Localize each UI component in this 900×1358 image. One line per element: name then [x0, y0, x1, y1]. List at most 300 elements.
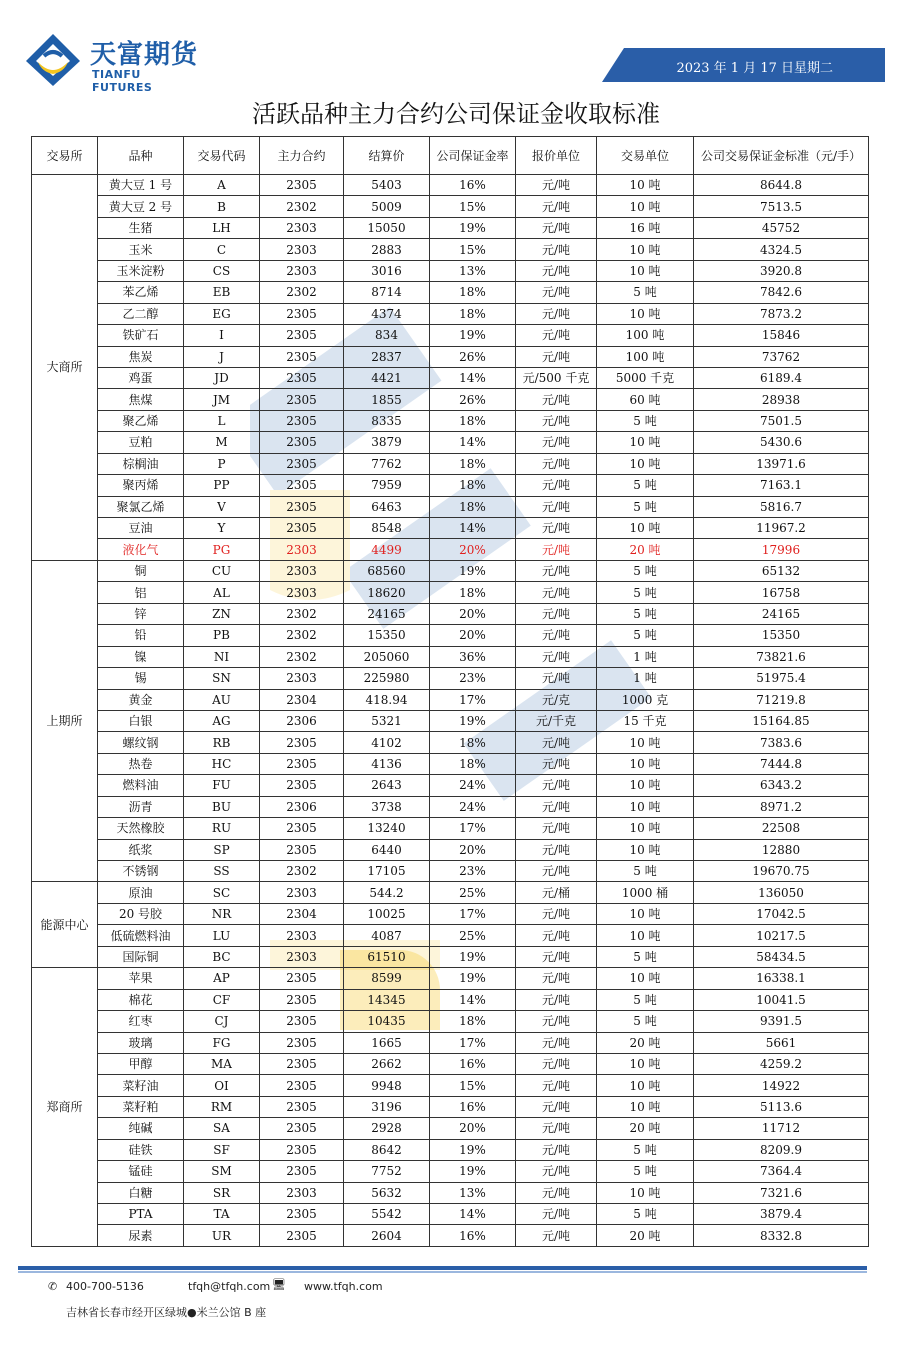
footer-divider [18, 1266, 867, 1270]
quote-unit-cell: 元/吨 [516, 539, 597, 560]
settle-price-cell: 14345 [344, 989, 430, 1010]
table-row [32, 1096, 869, 1117]
settle-price-cell: 4421 [344, 367, 430, 388]
margin-rate-cell: 13% [430, 260, 516, 281]
product-cell: 不锈钢 [98, 861, 184, 882]
trade-unit-cell: 5 吨 [597, 410, 694, 431]
product-cell: 菜籽粕 [98, 1096, 184, 1117]
margin-standard-cell: 45752 [694, 217, 869, 238]
product-cell: 铜 [98, 560, 184, 581]
contract-cell: 2305 [260, 1161, 344, 1182]
margin-rate-cell: 20% [430, 839, 516, 860]
brand-name-cn: 天富期货 [90, 40, 199, 70]
margin-rate-cell: 13% [430, 1182, 516, 1203]
margin-rate-cell: 25% [430, 925, 516, 946]
code-cell: EG [184, 303, 260, 324]
table-row [32, 518, 869, 539]
footer-email[interactable]: tfqh@tfqh.com [188, 1280, 271, 1293]
trade-unit-cell: 10 吨 [597, 432, 694, 453]
product-cell: 黄大豆 1 号 [98, 175, 184, 196]
contract-cell: 2303 [260, 668, 344, 689]
contract-cell: 2303 [260, 539, 344, 560]
quote-unit-cell: 元/500 千克 [516, 367, 597, 388]
margin-rate-cell: 19% [430, 710, 516, 731]
code-cell: RU [184, 818, 260, 839]
margin-standard-cell: 15846 [694, 325, 869, 346]
margin-standard-cell: 4259.2 [694, 1053, 869, 1074]
table-row [32, 646, 869, 667]
quote-unit-cell: 元/吨 [516, 1204, 597, 1225]
product-cell: 纸浆 [98, 839, 184, 860]
margin-rate-cell: 18% [430, 410, 516, 431]
trade-unit-cell: 10 吨 [597, 903, 694, 924]
product-cell: 低硫燃料油 [98, 925, 184, 946]
margin-rate-cell: 26% [430, 389, 516, 410]
code-cell: AU [184, 689, 260, 710]
trade-unit-cell: 1 吨 [597, 646, 694, 667]
settle-price-cell: 205060 [344, 646, 430, 667]
code-cell: I [184, 325, 260, 346]
quote-unit-cell: 元/吨 [516, 282, 597, 303]
trade-unit-cell: 10 吨 [597, 1075, 694, 1096]
trade-unit-cell: 5 吨 [597, 625, 694, 646]
code-cell: V [184, 496, 260, 517]
margin-standard-cell: 5430.6 [694, 432, 869, 453]
code-cell: AP [184, 968, 260, 989]
margin-rate-cell: 14% [430, 367, 516, 388]
settle-price-cell: 8642 [344, 1139, 430, 1160]
margin-standard-cell: 4324.5 [694, 239, 869, 260]
table-row [32, 410, 869, 431]
contract-cell: 2305 [260, 475, 344, 496]
trade-unit-cell: 10 吨 [597, 453, 694, 474]
quote-unit-cell: 元/吨 [516, 796, 597, 817]
settle-price-cell: 3738 [344, 796, 430, 817]
margin-standard-cell: 8971.2 [694, 796, 869, 817]
code-cell: NI [184, 646, 260, 667]
code-cell: ZN [184, 603, 260, 624]
trade-unit-cell: 5 吨 [597, 1204, 694, 1225]
trade-unit-cell: 20 吨 [597, 1032, 694, 1053]
quote-unit-cell: 元/克 [516, 689, 597, 710]
footer-website[interactable]: www.tfqh.com [304, 1280, 383, 1293]
margin-rate-cell: 23% [430, 668, 516, 689]
contract-cell: 2305 [260, 518, 344, 539]
table-row [32, 925, 869, 946]
margin-standard-cell: 14922 [694, 1075, 869, 1096]
contract-cell: 2305 [260, 1225, 344, 1246]
table-row [32, 496, 869, 517]
quote-unit-cell: 元/吨 [516, 903, 597, 924]
quote-unit-cell: 元/吨 [516, 818, 597, 839]
quote-unit-cell: 元/吨 [516, 925, 597, 946]
settle-price-cell: 3016 [344, 260, 430, 281]
contract-cell: 2303 [260, 882, 344, 903]
trade-unit-cell: 1000 克 [597, 689, 694, 710]
settle-price-cell: 9948 [344, 1075, 430, 1096]
product-cell: 苹果 [98, 968, 184, 989]
margin-rate-cell: 19% [430, 1139, 516, 1160]
table-row [32, 1182, 869, 1203]
margin-rate-cell: 14% [430, 518, 516, 539]
product-cell: PTA [98, 1204, 184, 1225]
margin-standard-cell: 7321.6 [694, 1182, 869, 1203]
product-cell: 硅铁 [98, 1139, 184, 1160]
trade-unit-cell: 1 吨 [597, 668, 694, 689]
settle-price-cell: 10435 [344, 1011, 430, 1032]
contract-cell: 2305 [260, 367, 344, 388]
margin-rate-cell: 18% [430, 453, 516, 474]
trade-unit-cell: 5000 千克 [597, 367, 694, 388]
table-row [32, 389, 869, 410]
margin-standard-cell: 7513.5 [694, 196, 869, 217]
margin-rate-cell: 18% [430, 1011, 516, 1032]
settle-price-cell: 3879 [344, 432, 430, 453]
code-cell: CU [184, 560, 260, 581]
contract-cell: 2305 [260, 1075, 344, 1096]
margin-standard-cell: 15164.85 [694, 710, 869, 731]
table-row [32, 946, 869, 967]
contract-cell: 2305 [260, 453, 344, 474]
product-cell: 棉花 [98, 989, 184, 1010]
product-cell: 甲醇 [98, 1053, 184, 1074]
product-cell: 豆油 [98, 518, 184, 539]
table-row [32, 1161, 869, 1182]
code-cell: AL [184, 582, 260, 603]
quote-unit-cell: 元/吨 [516, 196, 597, 217]
margin-standard-cell: 51975.4 [694, 668, 869, 689]
trade-unit-cell: 10 吨 [597, 1182, 694, 1203]
quote-unit-cell: 元/吨 [516, 346, 597, 367]
contract-cell: 2305 [260, 1011, 344, 1032]
code-cell: CF [184, 989, 260, 1010]
margin-standard-cell: 17996 [694, 539, 869, 560]
quote-unit-cell: 元/吨 [516, 260, 597, 281]
company-logo [24, 30, 204, 94]
header-settle-price: 结算价 [344, 137, 430, 175]
contract-cell: 2305 [260, 432, 344, 453]
quote-unit-cell: 元/吨 [516, 518, 597, 539]
table-row [32, 1075, 869, 1096]
code-cell: LH [184, 217, 260, 238]
quote-unit-cell: 元/吨 [516, 1032, 597, 1053]
table-row [32, 903, 869, 924]
margin-standard-cell: 6189.4 [694, 367, 869, 388]
header-margin-rate: 公司保证金率 [430, 137, 516, 175]
page-title: 活跃品种主力合约公司保证金收取标准 [252, 100, 660, 128]
margin-rate-cell: 19% [430, 560, 516, 581]
product-cell: 液化气 [98, 539, 184, 560]
table-row [32, 839, 869, 860]
trade-unit-cell: 5 吨 [597, 582, 694, 603]
trade-unit-cell: 10 吨 [597, 775, 694, 796]
margin-rate-cell: 16% [430, 1053, 516, 1074]
product-cell: 豆粕 [98, 432, 184, 453]
table-row [32, 367, 869, 388]
contract-cell: 2302 [260, 625, 344, 646]
margin-rate-cell: 17% [430, 689, 516, 710]
quote-unit-cell: 元/吨 [516, 1182, 597, 1203]
table-row [32, 710, 869, 731]
quote-unit-cell: 元/吨 [516, 389, 597, 410]
code-cell: BU [184, 796, 260, 817]
quote-unit-cell: 元/吨 [516, 732, 597, 753]
trade-unit-cell: 100 吨 [597, 346, 694, 367]
phone-icon: ✆ [48, 1280, 58, 1293]
margin-standard-cell: 73762 [694, 346, 869, 367]
settle-price-cell: 4102 [344, 732, 430, 753]
margin-standard-cell: 6343.2 [694, 775, 869, 796]
quote-unit-cell: 元/吨 [516, 1053, 597, 1074]
exchange-cell: 能源中心 [32, 882, 98, 968]
code-cell: FU [184, 775, 260, 796]
settle-price-cell: 13240 [344, 818, 430, 839]
margin-rate-cell: 16% [430, 1096, 516, 1117]
code-cell: SA [184, 1118, 260, 1139]
trade-unit-cell: 15 千克 [597, 710, 694, 731]
margin-rate-cell: 14% [430, 989, 516, 1010]
quote-unit-cell: 元/吨 [516, 968, 597, 989]
product-cell: 焦炭 [98, 346, 184, 367]
margin-rate-cell: 15% [430, 239, 516, 260]
code-cell: BC [184, 946, 260, 967]
table-row [32, 282, 869, 303]
margin-standard-cell: 17042.5 [694, 903, 869, 924]
contract-cell: 2303 [260, 1182, 344, 1203]
exchange-cell: 郑商所 [32, 968, 98, 1247]
settle-price-cell: 17105 [344, 861, 430, 882]
margin-rate-cell: 15% [430, 1075, 516, 1096]
contract-cell: 2302 [260, 603, 344, 624]
trade-unit-cell: 5 吨 [597, 1161, 694, 1182]
trade-unit-cell: 10 吨 [597, 839, 694, 860]
table-row [32, 582, 869, 603]
code-cell: SF [184, 1139, 260, 1160]
margin-rate-cell: 25% [430, 882, 516, 903]
margin-rate-cell: 24% [430, 796, 516, 817]
trade-unit-cell: 5 吨 [597, 861, 694, 882]
quote-unit-cell: 元/吨 [516, 496, 597, 517]
table-row [32, 753, 869, 774]
table-row [32, 239, 869, 260]
contract-cell: 2305 [260, 1053, 344, 1074]
product-cell: 原油 [98, 882, 184, 903]
trade-unit-cell: 5 吨 [597, 989, 694, 1010]
quote-unit-cell: 元/吨 [516, 1075, 597, 1096]
margin-standard-cell: 24165 [694, 603, 869, 624]
code-cell: TA [184, 1204, 260, 1225]
header-exchange: 交易所 [32, 137, 98, 175]
settle-price-cell: 834 [344, 325, 430, 346]
contract-cell: 2305 [260, 818, 344, 839]
margin-rate-cell: 18% [430, 582, 516, 603]
product-cell: 焦煤 [98, 389, 184, 410]
code-cell: J [184, 346, 260, 367]
trade-unit-cell: 20 吨 [597, 1118, 694, 1139]
contract-cell: 2305 [260, 175, 344, 196]
table-row [32, 1053, 869, 1074]
quote-unit-cell: 元/吨 [516, 453, 597, 474]
header-product: 品种 [98, 137, 184, 175]
footer-phone: 400-700-5136 [66, 1280, 144, 1293]
table-body [32, 175, 869, 1247]
code-cell: L [184, 410, 260, 431]
code-cell: UR [184, 1225, 260, 1246]
trade-unit-cell: 1000 桶 [597, 882, 694, 903]
product-cell: 鸡蛋 [98, 367, 184, 388]
settle-price-cell: 2643 [344, 775, 430, 796]
code-cell: RB [184, 732, 260, 753]
margin-standard-cell: 15350 [694, 625, 869, 646]
table-row [32, 732, 869, 753]
code-cell: PG [184, 539, 260, 560]
quote-unit-cell: 元/吨 [516, 946, 597, 967]
code-cell: CJ [184, 1011, 260, 1032]
quote-unit-cell: 元/吨 [516, 1225, 597, 1246]
table-row [32, 882, 869, 903]
contract-cell: 2305 [260, 410, 344, 431]
settle-price-cell: 5542 [344, 1204, 430, 1225]
margin-rate-cell: 18% [430, 732, 516, 753]
table-row [32, 989, 869, 1010]
margin-rate-cell: 19% [430, 217, 516, 238]
product-cell: 菜籽油 [98, 1075, 184, 1096]
contract-cell: 2305 [260, 1096, 344, 1117]
code-cell: Y [184, 518, 260, 539]
product-cell: 20 号胶 [98, 903, 184, 924]
settle-price-cell: 3196 [344, 1096, 430, 1117]
table-row [32, 175, 869, 196]
margin-standard-cell: 5113.6 [694, 1096, 869, 1117]
margin-standard-cell: 28938 [694, 389, 869, 410]
contract-cell: 2302 [260, 196, 344, 217]
margin-standard-cell: 10041.5 [694, 989, 869, 1010]
table-row [32, 1139, 869, 1160]
settle-price-cell: 8714 [344, 282, 430, 303]
margin-standard-cell: 8644.8 [694, 175, 869, 196]
trade-unit-cell: 5 吨 [597, 946, 694, 967]
product-cell: 沥青 [98, 796, 184, 817]
margin-standard-cell: 7364.4 [694, 1161, 869, 1182]
margin-standard-cell: 7383.6 [694, 732, 869, 753]
table-row [32, 603, 869, 624]
margin-table [31, 136, 869, 1247]
trade-unit-cell: 10 吨 [597, 303, 694, 324]
margin-rate-cell: 16% [430, 175, 516, 196]
trade-unit-cell: 20 吨 [597, 539, 694, 560]
settle-price-cell: 5632 [344, 1182, 430, 1203]
code-cell: SR [184, 1182, 260, 1203]
contract-cell: 2303 [260, 260, 344, 281]
product-cell: 白糖 [98, 1182, 184, 1203]
trade-unit-cell: 10 吨 [597, 518, 694, 539]
margin-rate-cell: 36% [430, 646, 516, 667]
quote-unit-cell: 元/吨 [516, 582, 597, 603]
product-cell: 生猪 [98, 217, 184, 238]
quote-unit-cell: 元/吨 [516, 1139, 597, 1160]
settle-price-cell: 5009 [344, 196, 430, 217]
product-cell: 镍 [98, 646, 184, 667]
table-row [32, 668, 869, 689]
table-row [32, 475, 869, 496]
code-cell: C [184, 239, 260, 260]
table-row [32, 861, 869, 882]
margin-rate-cell: 18% [430, 753, 516, 774]
table-row [32, 217, 869, 238]
footer-divider-light [18, 1271, 867, 1273]
product-cell: 黄金 [98, 689, 184, 710]
table-row [32, 539, 869, 560]
product-cell: 红枣 [98, 1011, 184, 1032]
quote-unit-cell: 元/吨 [516, 560, 597, 581]
quote-unit-cell: 元/吨 [516, 1096, 597, 1117]
product-cell: 燃料油 [98, 775, 184, 796]
margin-rate-cell: 14% [430, 1204, 516, 1225]
quote-unit-cell: 元/吨 [516, 432, 597, 453]
product-cell: 铁矿石 [98, 325, 184, 346]
code-cell: JD [184, 367, 260, 388]
quote-unit-cell: 元/千克 [516, 710, 597, 731]
settle-price-cell: 7959 [344, 475, 430, 496]
quote-unit-cell: 元/吨 [516, 603, 597, 624]
margin-rate-cell: 19% [430, 946, 516, 967]
code-cell: B [184, 196, 260, 217]
settle-price-cell: 4136 [344, 753, 430, 774]
table-row [32, 818, 869, 839]
settle-price-cell: 4499 [344, 539, 430, 560]
contract-cell: 2305 [260, 989, 344, 1010]
settle-price-cell: 2604 [344, 1225, 430, 1246]
product-cell: 热卷 [98, 753, 184, 774]
margin-standard-cell: 12880 [694, 839, 869, 860]
product-cell: 玻璃 [98, 1032, 184, 1053]
footer-address: 吉林省长春市经开区绿城●米兰公馆 B 座 [66, 1306, 267, 1319]
margin-standard-cell: 10217.5 [694, 925, 869, 946]
product-cell: 棕榈油 [98, 453, 184, 474]
quote-unit-cell: 元/吨 [516, 1011, 597, 1032]
trade-unit-cell: 5 吨 [597, 1139, 694, 1160]
code-cell: SM [184, 1161, 260, 1182]
code-cell: SP [184, 839, 260, 860]
trade-unit-cell: 100 吨 [597, 325, 694, 346]
trade-unit-cell: 10 吨 [597, 818, 694, 839]
table-row [32, 453, 869, 474]
product-cell: 聚丙烯 [98, 475, 184, 496]
code-cell: AG [184, 710, 260, 731]
trade-unit-cell: 5 吨 [597, 475, 694, 496]
settle-price-cell: 4087 [344, 925, 430, 946]
margin-standard-cell: 5661 [694, 1032, 869, 1053]
quote-unit-cell: 元/吨 [516, 989, 597, 1010]
trade-unit-cell: 10 吨 [597, 732, 694, 753]
product-cell: 玉米淀粉 [98, 260, 184, 281]
contract-cell: 2302 [260, 282, 344, 303]
settle-price-cell: 10025 [344, 903, 430, 924]
margin-rate-cell: 14% [430, 432, 516, 453]
table-row [32, 560, 869, 581]
margin-rate-cell: 18% [430, 475, 516, 496]
contract-cell: 2305 [260, 753, 344, 774]
quote-unit-cell: 元/吨 [516, 217, 597, 238]
code-cell: LU [184, 925, 260, 946]
settle-price-cell: 225980 [344, 668, 430, 689]
product-cell: 黄大豆 2 号 [98, 196, 184, 217]
trade-unit-cell: 10 吨 [597, 1096, 694, 1117]
contract-cell: 2303 [260, 217, 344, 238]
settle-price-cell: 2928 [344, 1118, 430, 1139]
quote-unit-cell: 元/吨 [516, 1161, 597, 1182]
margin-standard-cell: 58434.5 [694, 946, 869, 967]
